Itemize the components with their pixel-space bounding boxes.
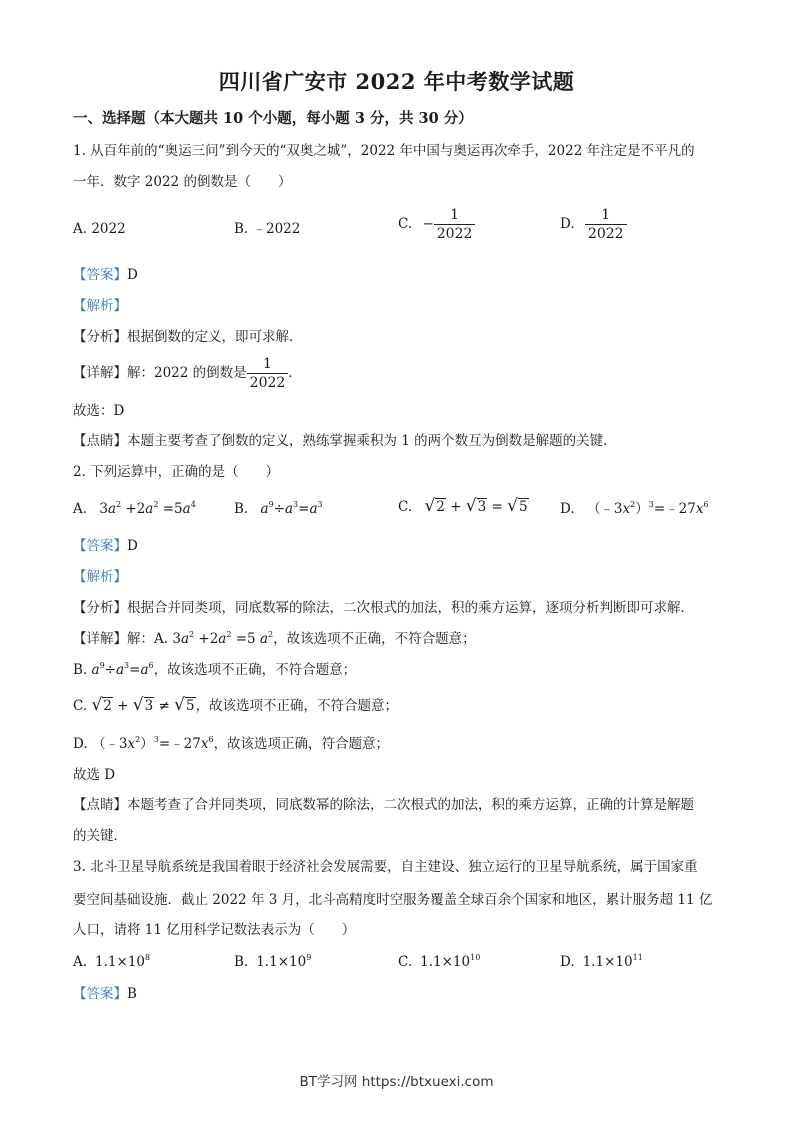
q3-text-line1: 3. 北斗卫星导航系统是我国着眼于经济社会发展需要，自主建设、独立运行的卫星导航系统，属于国家重: [73, 859, 698, 875]
q1-text-line1: 1. 从百年前的“奥运三问”到今天的“双奥之城”，2022 年中国与奥运再次牵手，2022 年注定是不平凡的: [73, 143, 695, 159]
answer-value: B: [127, 986, 137, 1002]
fraction-denominator: 2022: [585, 224, 627, 243]
q1-detail: [73, 355, 302, 392]
comment-tag: 【点睛】: [73, 433, 127, 449]
comment-text: 本题主要考查了倒数的定义，熟练掌握乘积为 1 的两个数互为倒数是解题的关键．: [127, 433, 617, 449]
fenxi-tag: 【分析】: [73, 600, 127, 616]
fraction-numerator: 1: [450, 207, 460, 223]
answer-value: D: [127, 267, 138, 283]
q3-option-a: [73, 953, 150, 971]
q3-answer: [73, 985, 137, 1003]
q3-option-d: [560, 953, 643, 971]
q1-option-c-minus: −: [422, 216, 434, 232]
q3-option-b-exponent: 9: [306, 953, 312, 962]
q2-comment-line2: 的关键．: [73, 828, 127, 844]
detail-text: 解：2022 的倒数是: [127, 365, 247, 381]
fenxi-text: 根据合并同类项，同底数幂的除法，二次根式的加法，积的乘方运算，逐项分析判断即可求解．: [127, 600, 694, 616]
q3-option-a-exponent: 8: [145, 953, 151, 962]
detail-text-end: ，故该选项正确，符合题意；: [213, 736, 390, 752]
q2-text: 2. 下列运算中，正确的是（ ）: [73, 464, 280, 480]
detail-d-label: D.: [73, 736, 92, 752]
detail-text: 解：A.: [127, 631, 173, 647]
q1-detail-fraction: [247, 355, 289, 392]
footer-watermark: BT学习网 https://btxuexi.com: [299, 1074, 494, 1090]
q1-option-d-fraction: [585, 206, 627, 243]
q1-text-line2: 一年．数字 2022 的倒数是（ ）: [73, 174, 292, 190]
q2-option-c-expr: √ 2 + √ 3 = √ 5: [424, 496, 528, 516]
q3-option-b-label: B.: [234, 954, 249, 970]
detail-b-expr: $a^9\div a^3=a^6$: [91, 661, 154, 678]
q2-option-c: [398, 498, 529, 516]
q1-option-d: [560, 206, 627, 243]
q2-option-d-label: D.: [560, 501, 575, 517]
detail-text-end: ．: [288, 365, 302, 381]
q2-option-a-label: A.: [73, 501, 88, 517]
q1-option-c-fraction: [434, 206, 476, 243]
detail-c-label: C.: [73, 698, 92, 714]
q3-option-c-exponent: 10: [470, 953, 481, 962]
section-heading: 一、选择题（本大题共 10 个小题，每小题 3 分，共 30 分）: [73, 110, 473, 127]
fraction-denominator: 2022: [434, 224, 476, 243]
detail-text-end: ，故该选项不正确，不符合题意；: [273, 631, 476, 647]
q1-analysis: [73, 297, 127, 315]
q3-option-c: [398, 953, 480, 971]
answer-tag: 【答案】: [73, 267, 127, 283]
q3-option-a-label: A.: [73, 954, 88, 970]
page-title: 四川省广安市 2022 年中考数学试题: [218, 69, 575, 94]
fenxi-tag: 【分析】: [73, 329, 127, 345]
q2-option-b: [234, 500, 323, 518]
q2-option-a: [73, 500, 196, 518]
q1-option-c-label: C.: [398, 216, 413, 232]
q3-text-line3: 人口，请将 11 亿用科学记数法表示为（ ）: [73, 922, 356, 938]
detail-text-end: ，故该选项不正确，不符合题意；: [153, 662, 357, 678]
q1-fenxi: [73, 328, 303, 346]
fraction-denominator: 2022: [247, 373, 289, 392]
q3-option-b: [234, 953, 311, 971]
q2-detail-a: [73, 630, 476, 648]
detail-a-expr: $3a^2 +2a^2 =5$ $a^2$: [172, 630, 274, 647]
q2-detail-d: [73, 735, 389, 753]
q3-option-a-base: 1.1×10: [95, 954, 146, 970]
comment-tag: 【点睛】: [73, 797, 127, 813]
detail-b-label: B.: [73, 662, 92, 678]
q1-choose: 故选：D: [73, 403, 125, 419]
q1-option-b: B. ﹣2022: [234, 221, 301, 237]
q2-choose: 故选 D: [73, 767, 116, 783]
fraction-numerator: 1: [601, 207, 611, 223]
q1-option-d-label: D.: [560, 216, 575, 232]
q2-option-d-expr: $(﹣3x^2)^3=﹣27x^6$: [586, 500, 709, 517]
answer-tag: 【答案】: [73, 538, 127, 554]
fenxi-text: 根据倒数的定义，即可求解．: [127, 329, 303, 345]
q2-detail-b: [73, 661, 356, 679]
fraction-numerator: 1: [263, 356, 272, 372]
q1-comment: [73, 432, 617, 450]
q3-text-line2: 要空间基础设施．截止 2022 年 3 月，北斗高精度时空服务覆盖全球百余个国家和地区，累计服务超 11 亿: [73, 892, 713, 908]
q2-detail-c: [73, 697, 398, 715]
detail-text-end: ，故该选项不正确，不符合题意；: [195, 698, 399, 714]
analysis-tag: 【解析】: [73, 298, 127, 314]
q2-comment: [73, 796, 694, 814]
q1-answer: [73, 266, 138, 284]
q3-option-c-base: 1.1×10: [420, 954, 471, 970]
detail-tag: 【详解】: [73, 631, 127, 647]
q3-option-d-base: 1.1×10: [582, 954, 633, 970]
analysis-tag: 【解析】: [73, 569, 127, 585]
answer-tag: 【答案】: [73, 986, 127, 1002]
q2-fenxi: [73, 599, 694, 617]
q1-option-a: A. 2022: [73, 221, 126, 237]
q3-option-c-label: C.: [398, 954, 413, 970]
q2-answer: [73, 537, 138, 555]
q2-option-b-label: B.: [234, 501, 249, 517]
detail-c-expr: √ 2 + √ 3 ≠ √ 5: [91, 695, 195, 715]
q3-option-d-label: D.: [560, 954, 575, 970]
q3-option-d-exponent: 11: [632, 953, 643, 962]
q2-analysis: [73, 568, 127, 586]
detail-tag: 【详解】: [73, 365, 127, 381]
comment-text: 本题考查了合并同类项，同底数幂的除法，二次根式的加法，积的乘方运算，正确的计算是解题: [127, 797, 694, 813]
q2-option-b-expr: $a^9\div a^3=a^3$: [260, 500, 323, 517]
detail-d-expr: $(﹣3x^2)^3=﹣27x^6$: [91, 735, 214, 752]
q2-option-c-label: C.: [398, 499, 413, 515]
q2-option-d: [560, 500, 709, 518]
answer-value: D: [127, 538, 138, 554]
q3-option-b-base: 1.1×10: [256, 954, 307, 970]
q2-option-a-expr: $3a^2 +2a^2 =5a^4$: [99, 500, 196, 517]
q1-option-c: [398, 206, 475, 243]
